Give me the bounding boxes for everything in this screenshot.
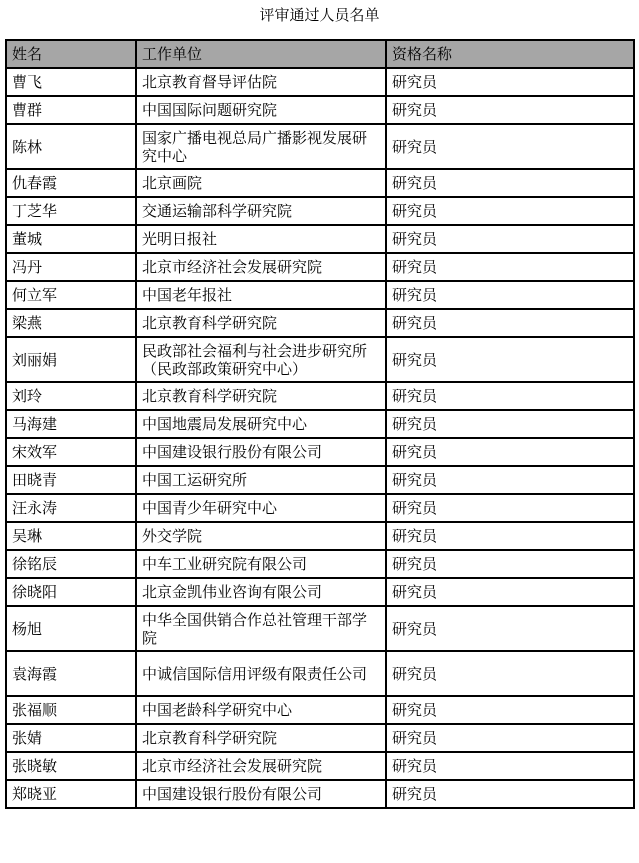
cell-name: 宋效军: [6, 438, 136, 466]
cell-qualification: 研究员: [386, 651, 634, 696]
table-row: [6, 124, 634, 169]
cell-name: 董城: [6, 225, 136, 253]
cell-name: 徐晓阳: [6, 578, 136, 606]
cell-name: 何立军: [6, 281, 136, 309]
table-row: [6, 253, 634, 281]
page-title: 评审通过人员名单: [259, 6, 380, 24]
cell-organization: 北京金凯伟业咨询有限公司: [136, 578, 386, 606]
cell-qualification: 研究员: [386, 466, 634, 494]
cell-qualification: 研究员: [386, 96, 634, 124]
cell-organization: 光明日报社: [136, 225, 386, 253]
table-row: [6, 225, 634, 253]
cell-organization: 北京市经济社会发展研究院: [136, 752, 386, 780]
table-row: [6, 281, 634, 309]
cell-qualification: 研究员: [386, 337, 634, 382]
table-row: [6, 466, 634, 494]
header-organization: 工作单位: [136, 40, 386, 68]
cell-qualification: 研究员: [386, 382, 634, 410]
cell-organization: 民政部社会福利与社会进步研究所（民政部政策研究中心）: [136, 337, 386, 382]
table-row: [6, 410, 634, 438]
header-name: 姓名: [6, 40, 136, 68]
cell-qualification: 研究员: [386, 197, 634, 225]
table-row: [6, 197, 634, 225]
cell-organization: 外交学院: [136, 522, 386, 550]
cell-name: 梁燕: [6, 309, 136, 337]
table-row: [6, 752, 634, 780]
cell-organization: 中国国际问题研究院: [136, 96, 386, 124]
cell-qualification: 研究员: [386, 494, 634, 522]
cell-qualification: 研究员: [386, 410, 634, 438]
cell-organization: 中国青少年研究中心: [136, 494, 386, 522]
cell-organization: 中国老年报社: [136, 281, 386, 309]
cell-qualification: 研究员: [386, 696, 634, 724]
cell-name: 丁芝华: [6, 197, 136, 225]
cell-organization: 中华全国供销合作总社管理干部学院: [136, 606, 386, 651]
cell-organization: 国家广播电视总局广播影视发展研究中心: [136, 124, 386, 169]
table-row: [6, 438, 634, 466]
table-row: [6, 382, 634, 410]
cell-name: 田晓青: [6, 466, 136, 494]
cell-qualification: 研究员: [386, 780, 634, 808]
cell-organization: 北京教育督导评估院: [136, 68, 386, 96]
cell-name: 张福顺: [6, 696, 136, 724]
table-row: [6, 724, 634, 752]
cell-organization: 北京市经济社会发展研究院: [136, 253, 386, 281]
cell-name: 冯丹: [6, 253, 136, 281]
cell-qualification: 研究员: [386, 724, 634, 752]
cell-organization: 北京教育科学研究院: [136, 309, 386, 337]
cell-organization: 中国建设银行股份有限公司: [136, 780, 386, 808]
cell-organization: 北京教育科学研究院: [136, 724, 386, 752]
table-row: [6, 696, 634, 724]
cell-organization: 中国老龄科学研究中心: [136, 696, 386, 724]
cell-name: 曹飞: [6, 68, 136, 96]
cell-name: 杨旭: [6, 606, 136, 651]
cell-organization: 北京教育科学研究院: [136, 382, 386, 410]
table-row: [6, 309, 634, 337]
cell-name: 张婧: [6, 724, 136, 752]
cell-name: 仇春霞: [6, 169, 136, 197]
cell-qualification: 研究员: [386, 438, 634, 466]
cell-organization: 中车工业研究院有限公司: [136, 550, 386, 578]
cell-organization: 交通运输部科学研究院: [136, 197, 386, 225]
cell-qualification: 研究员: [386, 253, 634, 281]
cell-qualification: 研究员: [386, 124, 634, 169]
cell-name: 刘玲: [6, 382, 136, 410]
cell-qualification: 研究员: [386, 522, 634, 550]
table-row: [6, 96, 634, 124]
cell-name: 张晓敏: [6, 752, 136, 780]
cell-qualification: 研究员: [386, 606, 634, 651]
cell-name: 郑晓亚: [6, 780, 136, 808]
cell-name: 马海建: [6, 410, 136, 438]
header-qualification: 资格名称: [386, 40, 634, 68]
table-row: [6, 522, 634, 550]
cell-qualification: 研究员: [386, 309, 634, 337]
table-row: [6, 337, 634, 382]
table-row: [6, 68, 634, 96]
approved-personnel-table: [5, 39, 635, 809]
cell-name: 吴琳: [6, 522, 136, 550]
table-row: [6, 169, 634, 197]
cell-organization: 中国建设银行股份有限公司: [136, 438, 386, 466]
cell-qualification: 研究员: [386, 225, 634, 253]
cell-organization: 北京画院: [136, 169, 386, 197]
cell-name: 刘丽娟: [6, 337, 136, 382]
cell-qualification: 研究员: [386, 169, 634, 197]
cell-qualification: 研究员: [386, 752, 634, 780]
table-row: [6, 578, 634, 606]
cell-organization: 中诚信国际信用评级有限责任公司: [136, 651, 386, 696]
table-row: [6, 651, 634, 696]
table-row: [6, 550, 634, 578]
table-row: [6, 494, 634, 522]
cell-qualification: 研究员: [386, 578, 634, 606]
cell-qualification: 研究员: [386, 68, 634, 96]
cell-name: 陈林: [6, 124, 136, 169]
cell-name: 徐铭辰: [6, 550, 136, 578]
cell-name: 袁海霞: [6, 651, 136, 696]
cell-qualification: 研究员: [386, 550, 634, 578]
table-row: [6, 606, 634, 651]
cell-organization: 中国地震局发展研究中心: [136, 410, 386, 438]
table-row: [6, 780, 634, 808]
table-header-row: [6, 40, 634, 68]
cell-qualification: 研究员: [386, 281, 634, 309]
cell-name: 汪永涛: [6, 494, 136, 522]
cell-name: 曹群: [6, 96, 136, 124]
cell-organization: 中国工运研究所: [136, 466, 386, 494]
